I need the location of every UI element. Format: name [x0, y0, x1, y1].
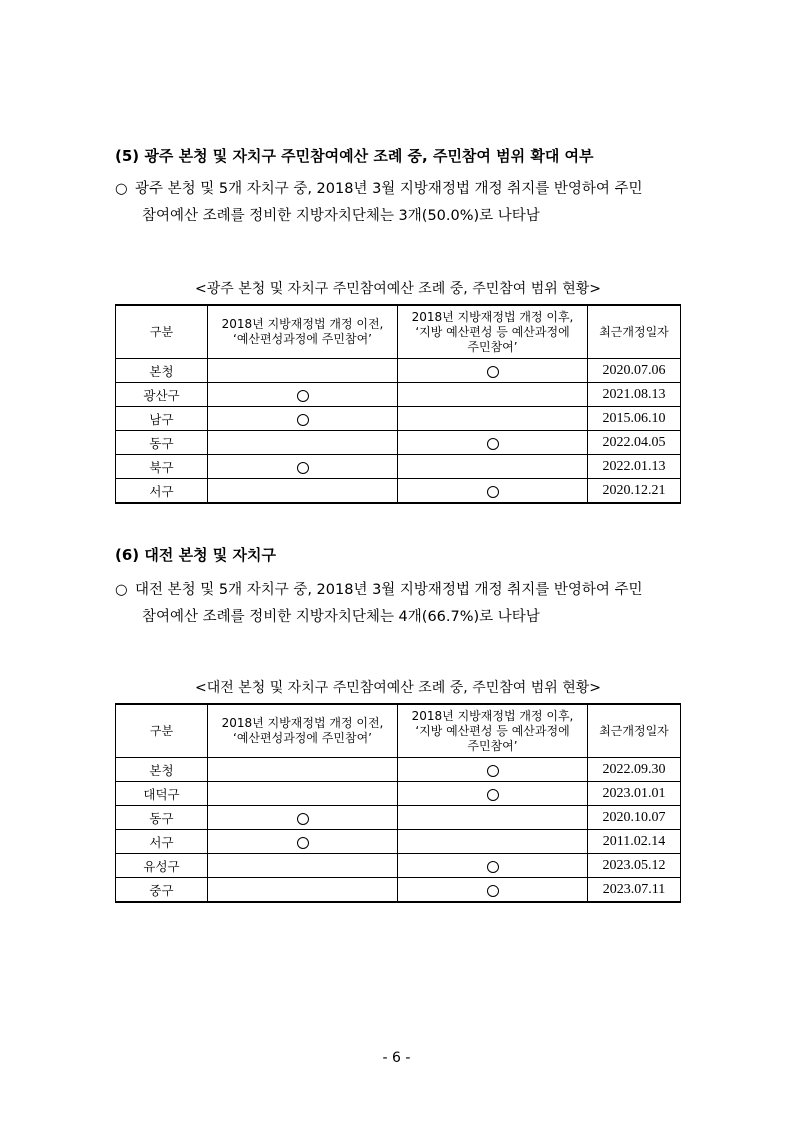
after-amendment-cell: [398, 359, 588, 383]
after-amendment-cell: [398, 407, 588, 431]
revision-date-cell: 2020.12.21: [588, 479, 681, 504]
revision-date-cell: 2021.08.13: [588, 383, 681, 407]
section5-table-caption: <광주 본청 및 자치구 주민참여예산 조례 중, 주민참여 범위 현황>: [194, 281, 602, 297]
section5-para-line2: 참여예산 조례를 정비한 지방자치단체는 3개(50.0%)로 나타남: [142, 208, 540, 224]
section6-paragraph: [115, 577, 681, 631]
table-row: [116, 359, 681, 383]
revision-date-cell: 2020.10.07: [588, 806, 681, 830]
section6-table-caption: <대전 본청 및 자치구 주민참여예산 조례 중, 주민참여 범위 현황>: [194, 680, 602, 696]
after-amendment-cell: [398, 830, 588, 854]
after-amendment-cell: [398, 806, 588, 830]
before-amendment-cell: [208, 758, 398, 782]
section5-table: [115, 304, 681, 504]
before-amendment-cell: [208, 383, 398, 407]
after-amendment-cell: [398, 431, 588, 455]
revision-date-cell: 2022.04.05: [588, 431, 681, 455]
row-name-cell: 본청: [116, 359, 208, 383]
before-amendment-cell: [208, 806, 398, 830]
circle-mark-icon: [487, 366, 499, 378]
revision-date-cell: 2022.01.13: [588, 455, 681, 479]
section5-para-line1: 광주 본청 및 5개 자치구 중, 2018년 3월 지방재정법 개정 취지를 반영하여 주민: [135, 181, 643, 197]
column-header: 최근개정일자: [588, 305, 681, 359]
section5-title: (5) 광주 본청 및 자치구 주민참여예산 조례 중, 주민참여 범위 확대 여부: [115, 147, 594, 165]
column-header: 최근개정일자: [588, 704, 681, 758]
after-amendment-cell: [398, 479, 588, 504]
section6-title: (6) 대전 본청 및 자치구: [115, 546, 276, 564]
row-name-cell: 남구: [116, 407, 208, 431]
revision-date-cell: 2023.01.01: [588, 782, 681, 806]
after-amendment-cell: [398, 854, 588, 878]
before-amendment-cell: [208, 782, 398, 806]
table-row: [116, 782, 681, 806]
table-row: [116, 407, 681, 431]
circle-mark-icon: [487, 861, 499, 873]
column-header: 2018년 지방재정법 개정 이전, ‘예산편성과정에 주민참여’: [208, 305, 398, 359]
row-name-cell: 본청: [116, 758, 208, 782]
table-row: [116, 455, 681, 479]
circle-mark-icon: [487, 789, 499, 801]
circle-mark-icon: [297, 813, 309, 825]
section6-table: [115, 703, 681, 903]
after-amendment-cell: [398, 782, 588, 806]
before-amendment-cell: [208, 854, 398, 878]
circle-mark-icon: [297, 837, 309, 849]
revision-date-cell: 2020.07.06: [588, 359, 681, 383]
table-row: [116, 878, 681, 903]
revision-date-cell: 2015.06.10: [588, 407, 681, 431]
revision-date-cell: 2023.07.11: [588, 878, 681, 903]
row-name-cell: 동구: [116, 806, 208, 830]
column-header: 2018년 지방재정법 개정 이후, ‘지방 예산편성 등 예산과정에 주민참여’: [398, 305, 588, 359]
before-amendment-cell: [208, 479, 398, 504]
after-amendment-cell: [398, 455, 588, 479]
row-name-cell: 서구: [116, 830, 208, 854]
circle-mark-icon: [297, 462, 309, 474]
before-amendment-cell: [208, 407, 398, 431]
revision-date-cell: 2011.02.14: [588, 830, 681, 854]
row-name-cell: 북구: [116, 455, 208, 479]
column-header: 2018년 지방재정법 개정 이전, ‘예산편성과정에 주민참여’: [208, 704, 398, 758]
bullet-circle-icon: ○: [115, 181, 128, 197]
table-row: [116, 383, 681, 407]
circle-mark-icon: [487, 765, 499, 777]
circle-mark-icon: [297, 414, 309, 426]
table-header-row: [116, 305, 681, 359]
table-row: [116, 854, 681, 878]
before-amendment-cell: [208, 359, 398, 383]
table-row: [116, 758, 681, 782]
row-name-cell: 광산구: [116, 383, 208, 407]
circle-mark-icon: [487, 438, 499, 450]
after-amendment-cell: [398, 758, 588, 782]
table-row: [116, 806, 681, 830]
row-name-cell: 서구: [116, 479, 208, 504]
column-header: 구분: [116, 305, 208, 359]
after-amendment-cell: [398, 383, 588, 407]
circle-mark-icon: [297, 390, 309, 402]
row-name-cell: 동구: [116, 431, 208, 455]
table-header-row: [116, 704, 681, 758]
after-amendment-cell: [398, 878, 588, 903]
circle-mark-icon: [487, 486, 499, 498]
row-name-cell: 중구: [116, 878, 208, 903]
table-row: [116, 479, 681, 504]
row-name-cell: 유성구: [116, 854, 208, 878]
section5-paragraph: [115, 176, 681, 230]
column-header: 구분: [116, 704, 208, 758]
before-amendment-cell: [208, 455, 398, 479]
section6-para-line2: 참여예산 조례를 정비한 지방자치단체는 4개(66.7%)로 나타남: [142, 609, 540, 625]
page-number: - 6 -: [382, 1050, 411, 1066]
table-row: [116, 830, 681, 854]
section6-para-line1: 대전 본청 및 5개 자치구 중, 2018년 3월 지방재정법 개정 취지를 반영하여 주민: [135, 582, 643, 598]
table-row: [116, 431, 681, 455]
row-name-cell: 대덕구: [116, 782, 208, 806]
column-header: 2018년 지방재정법 개정 이후, ‘지방 예산편성 등 예산과정에 주민참여’: [398, 704, 588, 758]
revision-date-cell: 2023.05.12: [588, 854, 681, 878]
before-amendment-cell: [208, 830, 398, 854]
revision-date-cell: 2022.09.30: [588, 758, 681, 782]
bullet-circle-icon: ○: [115, 582, 128, 598]
circle-mark-icon: [487, 885, 499, 897]
before-amendment-cell: [208, 431, 398, 455]
before-amendment-cell: [208, 878, 398, 903]
